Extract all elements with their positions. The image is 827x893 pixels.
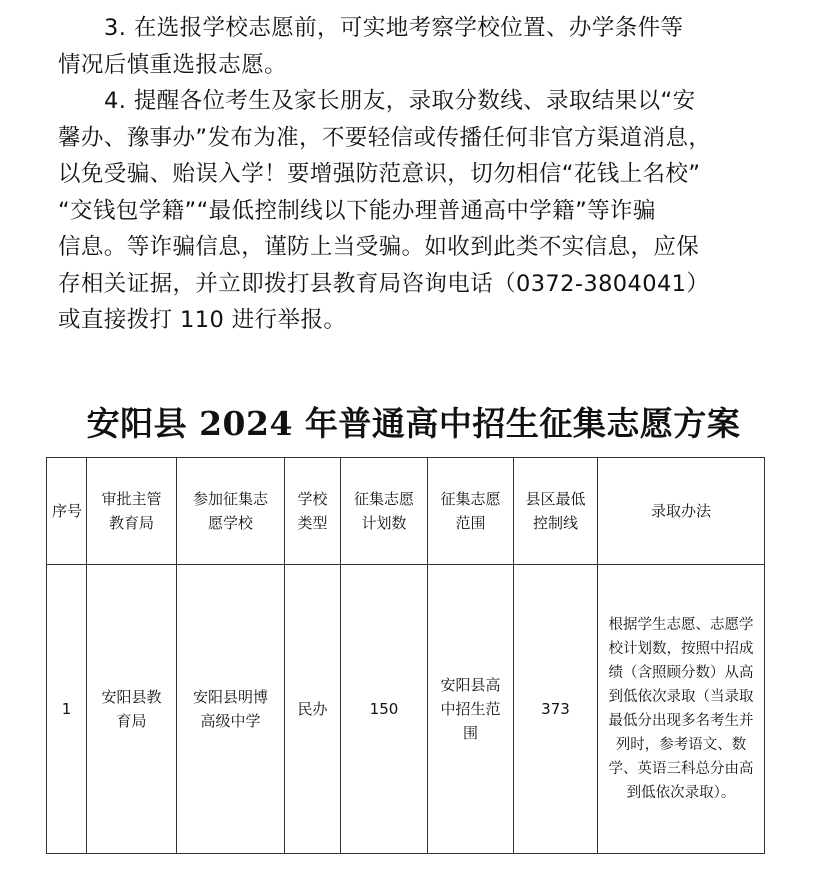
notice-item-3-line: 3. 在选报学校志愿前，可实地考察学校位置、办学条件等: [104, 15, 684, 41]
notice-item-4-line: “交钱包学籍”“最低控制线以下能办理普通高中学籍”等诈骗: [58, 197, 656, 224]
cell-plan-count: 150: [341, 565, 428, 854]
cell-scope: 安阳县高中招生范围: [428, 565, 514, 854]
header-method: 录取办法: [598, 458, 765, 565]
cell-method: 根据学生志愿、志愿学校计划数，按照中招成绩（含照顾分数）从高到低依次录取（当录取最低分出现多名考生并列时，参考语文、数学、英语三科总分由高到低依次录取）。: [598, 565, 765, 854]
notice-item-4-line: 或直接拨打 110 进行举报。: [58, 307, 347, 333]
cell-school-type: 民办: [285, 565, 341, 854]
notice-item-4-line: 4. 提醒各位考生及家长朋友，录取分数线、录取结果以“安: [104, 88, 696, 114]
table-header-row: [47, 458, 765, 565]
header-seq: 序号: [47, 458, 87, 565]
header-school: 参加征集志愿学校: [177, 458, 285, 565]
notice-text: [58, 10, 770, 339]
notice-item-4-line: 以免受骗、贻误入学！要增强防范意识，切勿相信“花钱上名校”: [58, 161, 701, 187]
notice-item-4-line: 存相关证据，并立即拨打县教育局咨询电话（0372-3804041）: [58, 270, 710, 297]
header-scope: 征集志愿范围: [428, 458, 514, 565]
notice-item-3-line: 情况后慎重选报志愿。: [58, 51, 288, 78]
header-school-type: 学校类型: [285, 458, 341, 565]
cell-authority: 安阳县教育局: [87, 565, 177, 854]
recruitment-plan-table: [46, 457, 765, 854]
document-title: 安阳县 2024 年普通高中招生征集志愿方案: [86, 404, 741, 444]
cell-min-line: 373: [514, 565, 598, 854]
table-row: [47, 565, 765, 854]
header-plan-count: 征集志愿计划数: [341, 458, 428, 565]
cell-seq: 1: [47, 565, 87, 854]
notice-item-4-line: 馨办、豫事办”发布为准，不要轻信或传播任何非官方渠道消息，: [58, 124, 712, 151]
cell-school: 安阳县明博高级中学: [177, 565, 285, 854]
header-min-line: 县区最低控制线: [514, 458, 598, 565]
header-authority: 审批主管教育局: [87, 458, 177, 565]
notice-item-4-line: 信息。等诈骗信息，谨防上当受骗。如收到此类不实信息，应保: [58, 234, 700, 260]
